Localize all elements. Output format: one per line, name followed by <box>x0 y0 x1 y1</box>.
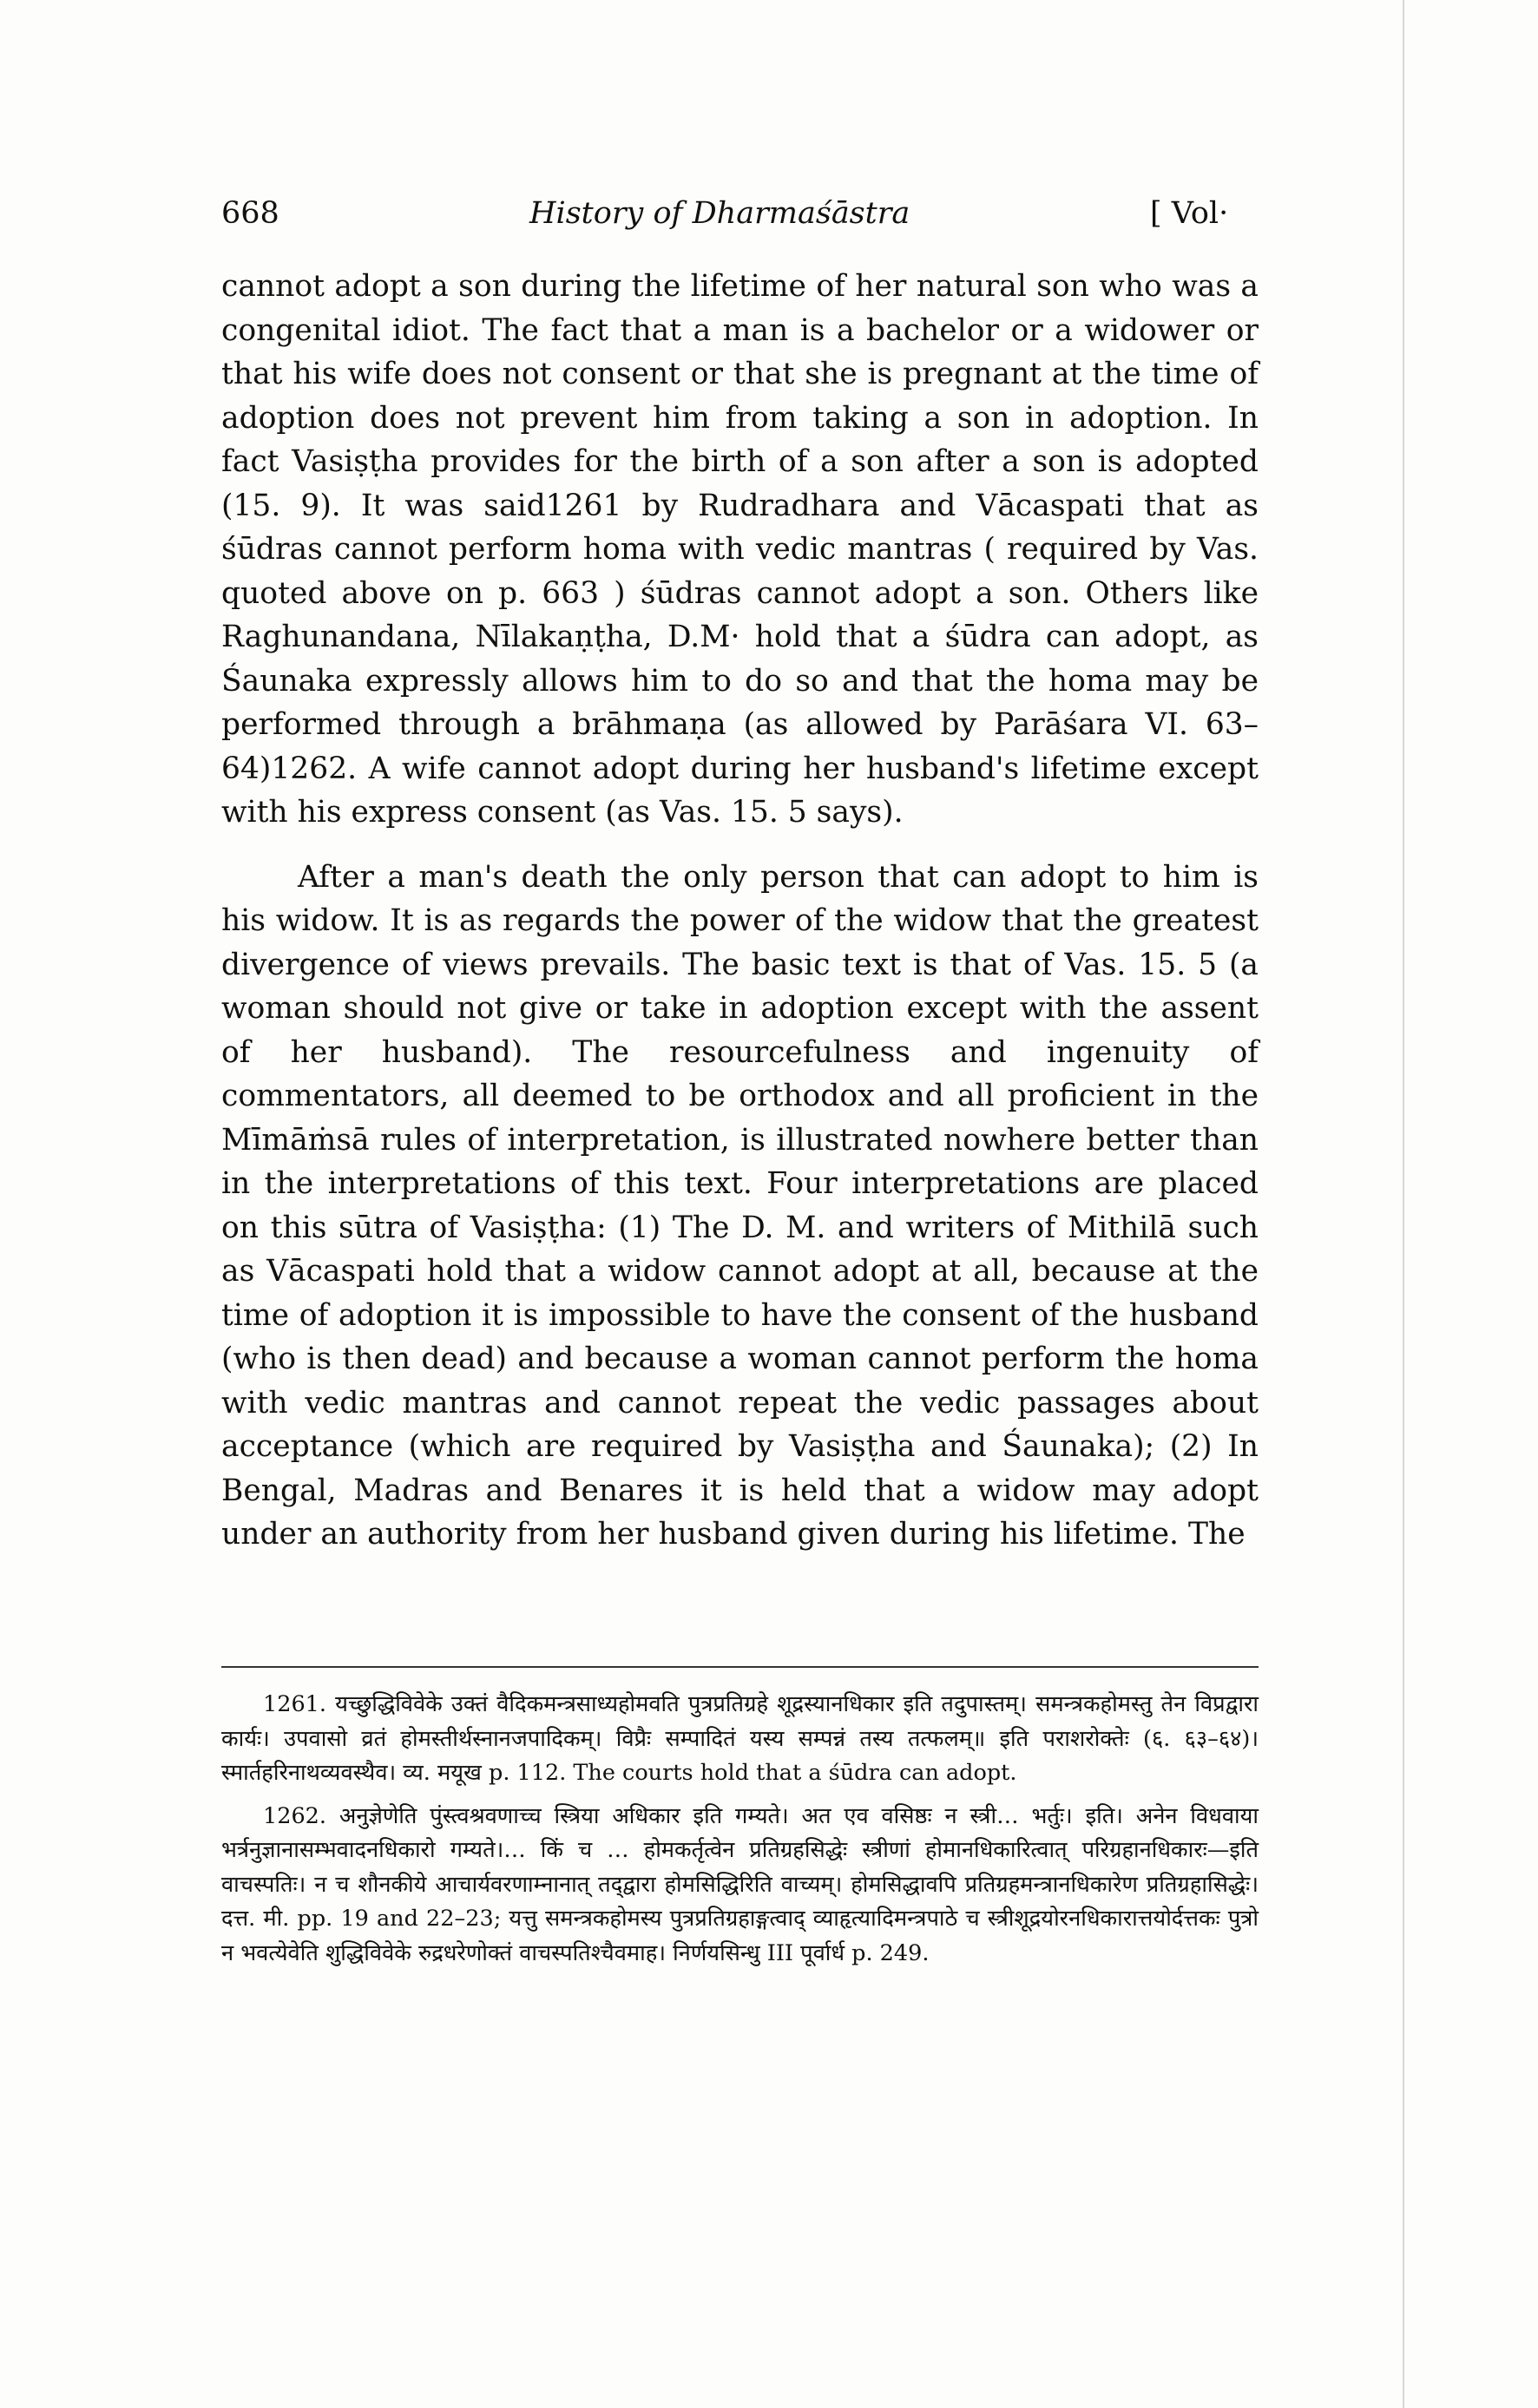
footnote-1262: 1262. अनुज्ञेणेति पुंस्त्वश्रवणाच्च स्त्रिया अधिकार इति गम्यते। अत एव वसिष्ठः न स्त्री… भर्तुः। इति। अनेन विधवाया भर्त्रनुज्ञानासम्भवादनधिकारो गम्यते।… किं च … होमकर्तृत्वेन प्रतिग्रहसिद्धेः स्त्रीणां होमानधिकारित्वात् परिग्रहानधिकारः—इति वाचस्पतिः। न च शौनकीये आचार्यवरणाम्नानात् तद्‌द्वारा होमसिद्धिरिति वाच्यम्। होमसिद्धावपि प्रतिग्रहमन्त्रानधिकारेण प्रतिग्रहासिद्धेः। दत्त. मी. pp. 19 and 22–23; यत्तु समन्त्रकहोमस्य पुत्रप्रतिग्रहाङ्गत्वाद् व्याहृत्यादिमन्त्रपाठे च स्त्रीशूद्रयोरनधिकारात्तयोर्दत्तकः पुत्रो न भवत्येवेति शुद्धिविवेके रुद्रधरेणोक्तं वाचस्पतिश्चैवमाह। निर्णयसिन्धु III पूर्वार्ध p. 249. <box>221 1802 1259 1966</box>
page-header <box>221 196 1263 248</box>
footnotes <box>221 1688 1259 1971</box>
paragraph: After a man's death the only person that can adopt to him is his widow. It is as regards the power of the widow that the greatest divergence of views prevails. The basic text is that of Vas. 15. 5 (a woman should not give or take in adoption except with the assent of her husband). The resourcefulness and ingenuity of commentators, all deemed to be orthodox and all proficient in the Mīmāṁsā rules of interpretation, is illustrated nowhere better than in the interpretations of this text. Four interpretations are placed on this sūtra of Vasiṣṭha: (1) The D. M. and writers of Mithilā such as Vācaspati hold that a widow cannot adopt at all, because at the time of adoption it is impossible to have the consent of the husband (who is then dead) and because a woman cannot perform the homa with vedic mantras and cannot repeat the vedic passages about acceptance (which are required by Vasiṣṭha and Śaunaka); (2) In Bengal, Madras and Benares it is held that a widow may adopt under an authority from her husband given during his lifetime. The <box>221 859 1259 1552</box>
volume-label: [ Vol· <box>1150 196 1229 231</box>
page-edge-line <box>1403 0 1404 2408</box>
paragraph: cannot adopt a son during the lifetime of her natural son who was a congenital idiot. The fact that a man is a bachelor or a widower or that his wife does not consent or that she is pregnant at the time of adoption does not prevent him from taking a son in adoption. In fact Vasiṣṭha provides for the birth of a son after a son is adopted (15. 9). It was said1261 by Rudradhara and Vācaspati that as śūdras cannot perform homa with vedic mantras ( required by Vas. quoted above on p. 663 ) śūdras cannot adopt a son. Others like Raghunandana, Nīlakaṇṭha, D.M· hold that a śūdra can adopt, as Śaunaka expressly allows him to do so and that the homa may be performed through a brāhmaṇa (as allowed by Parāśara VI. 63–64)1262. A wife cannot adopt during her husband's lifetime except with his express consent (as Vas. 15. 5 says). <box>221 269 1259 830</box>
running-title: History of Dharmaśāstra <box>529 196 910 231</box>
footnote-rule <box>221 1666 1259 1668</box>
main-text <box>221 265 1259 1557</box>
page-number: 668 <box>221 196 279 231</box>
footnote-1261: 1261. यच्छुद्धिविवेके उक्तं वैदिकमन्त्रसाध्यहोमवति पुत्रप्रतिग्रहे शूद्रस्यानधिकार इति तदुपास्तम्। समन्त्रकहोमस्तु तेन विप्रद्वारा कार्यः। उपवासो व्रतं होमस्तीर्थस्नानजपादिकम्। विप्रैः सम्पादितं यस्य सम्पन्नं तस्य तत्फलम्॥ इति पराशरोक्तेः (६. ६३–६४)। स्मार्तहरिनाथव्यवस्थैव। व्य. मयूख p. 112. The courts hold that a śūdra can adopt. <box>221 1691 1259 1786</box>
